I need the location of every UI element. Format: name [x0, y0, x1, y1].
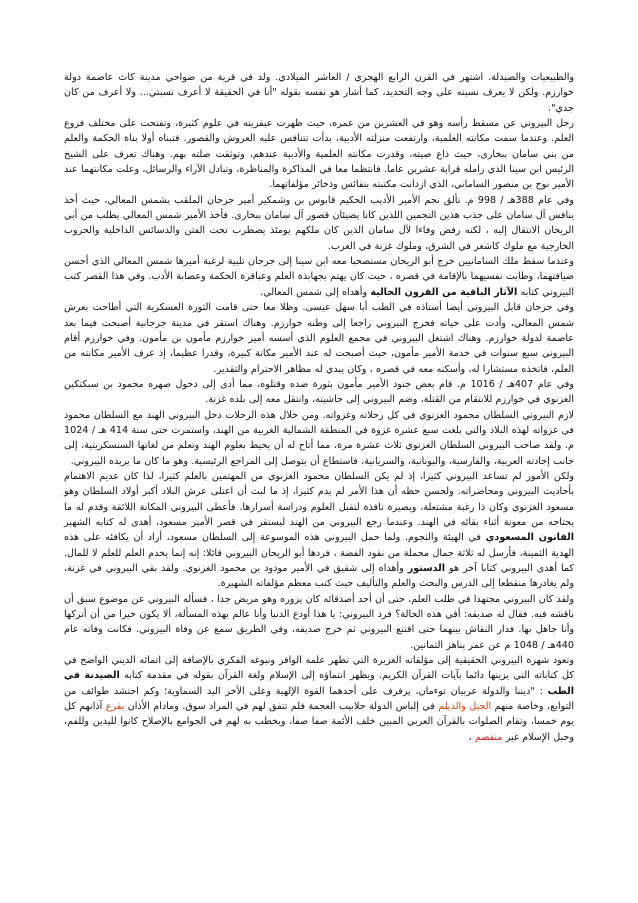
- paragraph: [64, 193, 574, 254]
- paragraph-text: في الهيئة والنجوم. ولما حمل البيروني هذه الموسوعة إلى السلطان مسعود، أراد أن يكافئه على هذه الهدية الثمينة، فأرسل له ثلاثة جمال محملة من نقود الفضة ، فردها أبو الريحان البيروني قائلا: إنه إنما يخدم العلم للعلم لا للمال. كما أهدى البيروني كتابا آخر هو: [64, 532, 574, 574]
- paragraph: [64, 592, 574, 653]
- paragraph-text: وفي عام 407هـ / 1016 م. قام بعض جنود الأمير مأمون بثورة ضده وقتلوه، مما أدى إلى دخول صهره محمود بن سبكتكين الغزنوي في خوارزم للانتقام من القتلة، وضم البيروني إلى حاشيته، وانتقل معه إلى بلده غزنة.: [64, 378, 574, 406]
- paragraph-text: وتعود شهرة البيروني الحقيقية إلى مؤلفاته الغزيرة التي تظهر علمه الوافر ونبوغه الفكري بالإضافة إلى اتمائه الديني الواضح في كل كتاباته التي يزينها دائما بآيات القرآن الكريم. ويظهر انتماؤه إلى الإسلام ولغة القرآن بقوله في مقدمة كتابه: [64, 655, 574, 682]
- book-title: الصيدنة في الطب: [64, 670, 574, 697]
- paragraph-text: : "ديننا والدولة عربيان توءمان، يرفرف على أحدهما القوة الإلهية وعلى الآخر اليد السماوية؛ وكم احتشد طوائف من التوابع، وخاصة منهم: [64, 685, 575, 713]
- paragraph: [64, 70, 574, 116]
- paragraph: [64, 116, 574, 193]
- book-title: الآثار الباقية من القرون الخالية: [370, 286, 518, 298]
- paragraph-text: في إلباس الدولة جلابيب العجمة فلم تتفق لهم في المراد سوق. ومادام الأذان: [124, 701, 439, 713]
- highlighted-word: يقرع: [105, 701, 125, 713]
- paragraph-text: لازم البيروني السلطان محمود الغزنوي في كل رحلاته وغزواته. ومن خلال هذه الرحلات دخل البيروني الهند مع السلطان محمود في غزواته لهذه البلاد والتي بلغت سبع عشرة غزوة في المنطقة الشمالية الغربية من الهند، واستمرت حتى سنة 414 هـ / 1024 م. ولقد صاحب البيروني السلطان الغزنوي ثلاث عشرة مرة، مما أتاح له أن يحيط بعلوم الهند وتعلم من لغاتها السنسكريتية، إلى جانب إجادته العربية، والفارسية، واليونانية، والسريانية، فاستطاع أن يتوصل إلى المراجع الرئيسية. وهو ما كان ما يريده البيروني.: [64, 409, 574, 467]
- highlighted-word: منفصم: [474, 731, 503, 743]
- paragraph: [64, 254, 574, 300]
- paragraph-text: ولكن الأمور لم تساعد البيروني كثيرا، إذ لم يكن السلطان محمود الغزنوي من المهتمين بالعلم كثيرا، لذا كان عديم الاهتمام بأحاديث البيروني ومحاضراته. ولحسن حظه أن هذا الأمر لم يدم كثيرا، إذ ما لبث أن اعتلى عرش البلاد أكبر أولاد السلطان وهو مسعود الغزنوي وكان ذا رغبة مشتعلة، وبصيرة نافذة لتقبل العلوم ودراسة أسرارها. فأعطى البيروني المكانة اللائقة وقدم له ما يحتاجه من معونة أثناء بقائه في الهند. وعندما رجع البيروني من الهند ليستقر في قصر الأمير مسعود، أهدى له كتابه الشهير: [64, 470, 574, 528]
- paragraph: [64, 377, 574, 408]
- book-title: الدستور: [407, 563, 446, 574]
- highlighted-word: الجيل والديلم: [438, 701, 492, 713]
- paragraph-text: وعندما سقط ملك السامانيين خرج أبو الريحان مستصحبا معه ابن سينا إلى جرجان تلبية لرغبة أميرها شمس المعالي الذي أحسن ضيافتهما، وطابت نفسيهما بالإقامة في قصره ، حيث كان يهتم بجهابذة العلم وعباقرة الحكمة وعصابة الأدب. وفي هذا القصر كتب البيروني كتابه: [64, 256, 574, 298]
- paragraph-text: ولقد كان البيروني مجتهدا في طلب العلم، حتى أن أحد أصدقائه كان يزوره وهو مريض جدا ، فسأله البيروني عن موضوع سبق أن ناقشه فيه. فقال له صديقه: أفي هذه الحالة؟ فرد البيروني: يا هذا أودع الدنيا وأنا عالم بهذه المسألة، ألا يكون خيرا من أن أتركها وأنا جاهل بها. فدار النقاش بينهما حتى اقتنع البيروني ثم خرج صديقه، وفي الطريق سمع عن وفاة البيروني. فكانت وفاته عام 440هـ / 1048 م عن عمر يناهز الثمانين.: [64, 593, 574, 651]
- paragraph-text: وفي عام 388هـ / 998 م. تألق نجم الأمير الأديب الحكيم قابوس بن وشمكير أمير جرجان الملقب بشمس المعالي، حيث أخذ ينافس آل سامان على جذب هذين النجمين اللذين كانا يضيئان قصور آل سامان ببخارى. فأخذ الأمير شمس المعالي يطلب من أبي الريحان الانتقال إليه ، لكنه رفض وفاءا لآل سامان الذين كان ملكهم يومئذ يضطرب تحت الفتن والدسائس الداخلية والحروب الخارجية مع ملوك كاشغر في الشرق، وملوك غزنة في الغرب.: [64, 194, 574, 252]
- paragraph-text: ،: [468, 731, 475, 743]
- paragraph-text: آذانهم كل يوم خمسا، وتقام الصلوات بالقرآن العربي المبين خلف الأئمة صفا صفا، ويخطب به لهم في الجوامع بالإصلاح كانوا لليدين وللفم، وحبل الإسلام غير: [64, 701, 574, 743]
- book-title: القانون المسعودي: [485, 532, 575, 544]
- paragraph-text: وأهداه إلى شقيق في الأمير مودود بن محمود الغزنوي. ولقد بقي البيروني في غزنة، ولم يغادرها منقطعا إلى الدرس والبحث والعلم والتأليف حيث كتب معظم مؤلفاته الشهيرة.: [64, 563, 574, 590]
- paragraph: [64, 653, 574, 745]
- paragraph: [64, 300, 574, 377]
- paragraph-text: وفي جرجان قابل البيروني أيضا أستاذه في الطب أبا سهل عيسى. وظلا معا حتى قامت الثورة العسكرية التي أطاحت بعرش شمس المعالي، وأدت على حياته فخرج البيروني راجعا إلى وطنه خوارزم. وهناك استقر في مدينة جرجانية أصبحت فيما بعد عاصمة لدولة خوارزم. وهناك اشتغل البيروني في مجمع العلوم الذي أسسه أمير خوارزم مأمون بن مأمون. وفي خوارزم أقام البيروني سبع سنوات في خدمة الأمير مأمون، حيث أصبحت له عند الأمير مكانة كبيرة، وقدرا عظيما، إذ عرف الأمير مكانته من العلم، فاتخذه مستشارا له، وأسكنه معه في قصره ، وكان يبدي له مظاهر الاحترام والتقدير.: [64, 302, 574, 375]
- paragraph-text: والطبيعيات والصيدلة. اشتهر في القرن الرابع الهجري / العاشر الميلادي. ولد في قرية من ضواحي مدينة كاث عاصمة دولة خوارزم. ولكن لا يعرف نسبته على وجه التحديد، كما أشار هو نفسه بقوله "أنا في الحقيقة لا أعرف نسبتي... ولا أعرف من كان جدي".: [64, 72, 574, 114]
- paragraph-text: وأهداه إلى شمس المعالي.: [260, 286, 371, 298]
- paragraph-text: رحل البيروني عن مسقط رأسه وهو في العشرين من عمره، حيث ظهرت عبقريته في علوم كثيرة، وتفتحت على مختلف فروع العلم. وعندما سمت مكانته العلمية، وارتفعت منزلته الأدبية، بدأت تتنافس عليه العروش والقصور. فتبناه أولا بناة الحكمة والعلم من بني سامان ببخارى، حيث ذاع صيته، وقدرت مكانته العلمية والأدبية عندهم، وتوثقت صلته بهم. وهناك تعرف على الشيخ الرئيس ابن سينا الذي زامله قرابة عشرين عاما. فانتظما معا في المذاكرة والمناظرة، وتبادل الآراء والرسائل، وعلت مكانتهما عند الأمير نوح بن منصور الساماني، الذي ازدانت مكتبته بنفائس وذخائر مؤلفاتهما.: [64, 118, 574, 191]
- paragraph: [64, 469, 574, 592]
- paragraph: [64, 408, 574, 469]
